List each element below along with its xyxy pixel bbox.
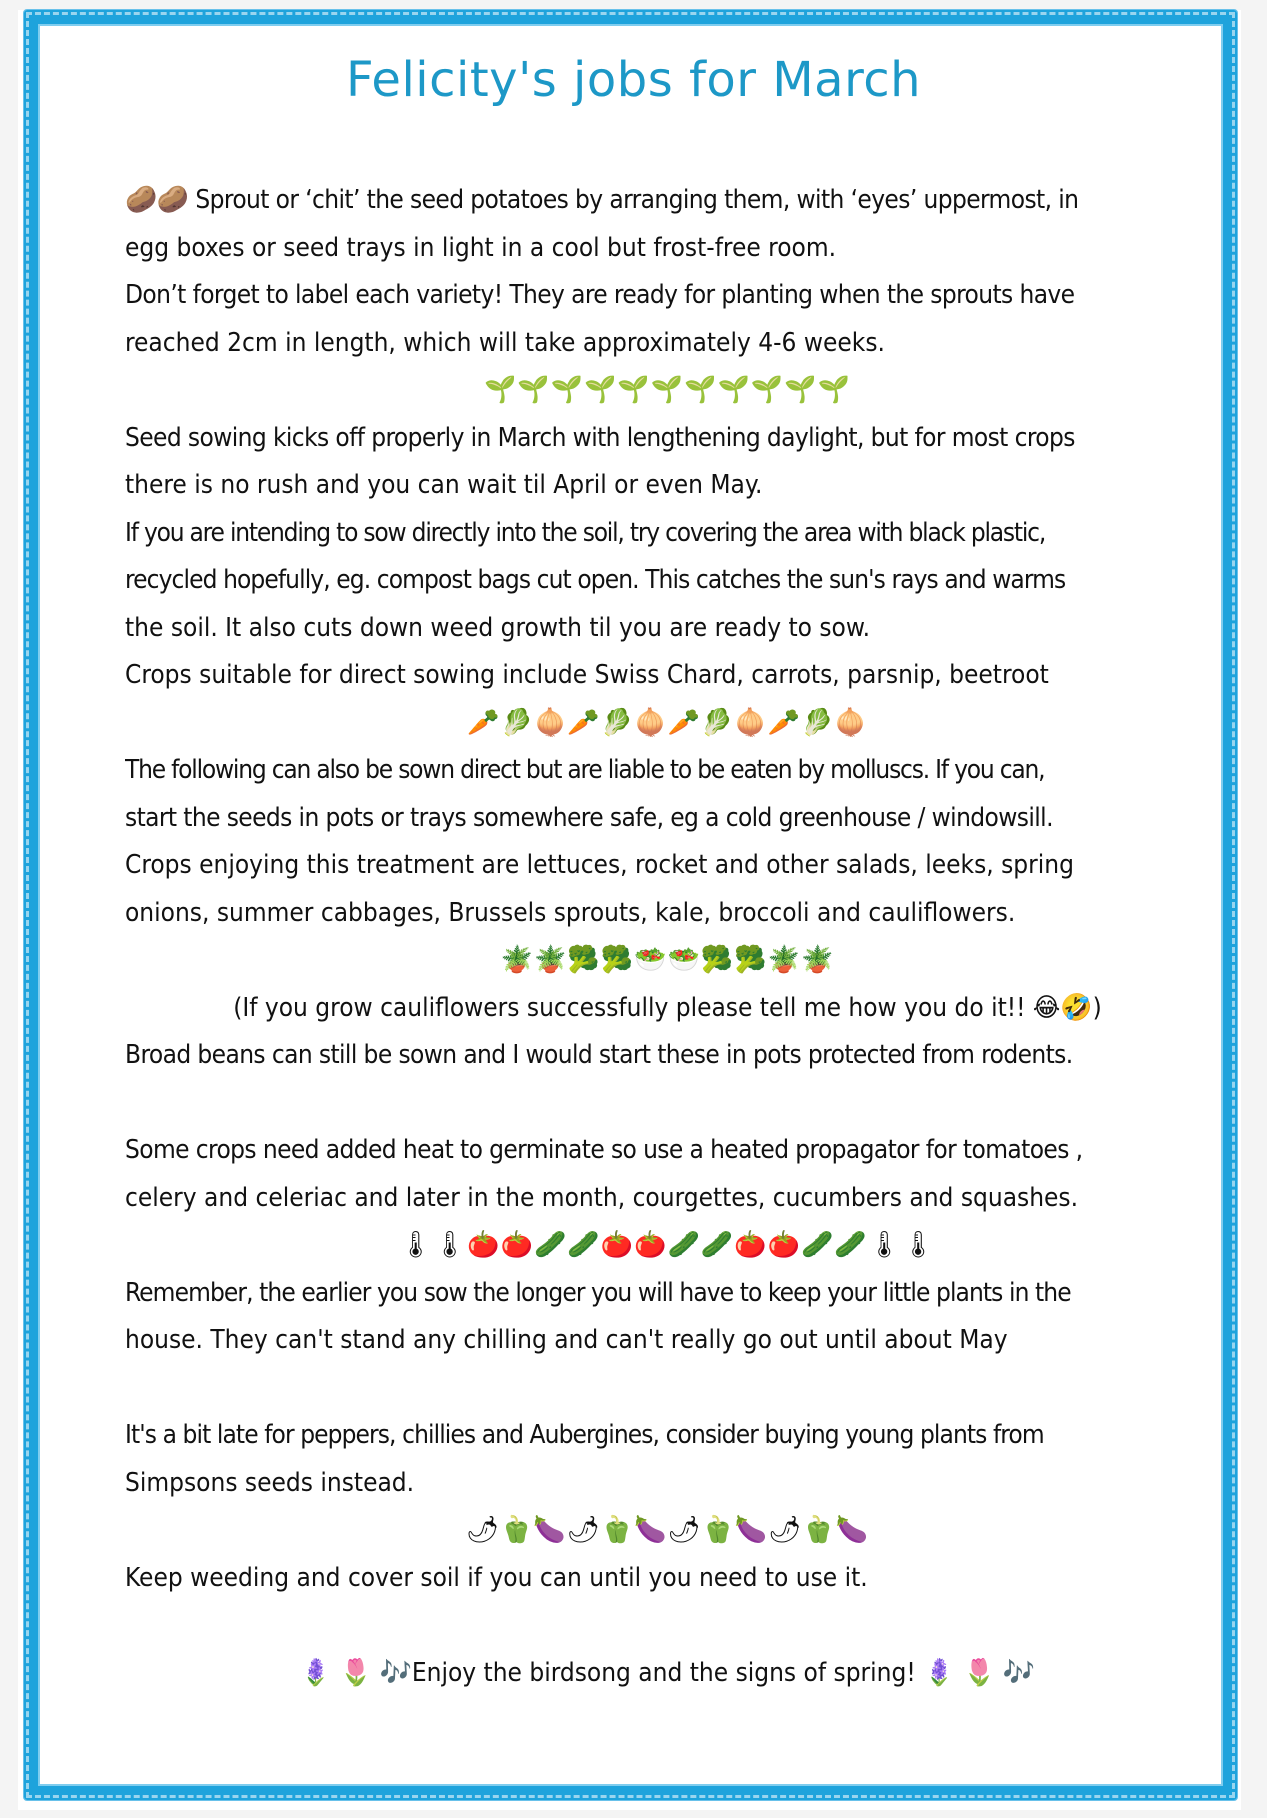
text-line: Keep weeding and cover soil if you can until you need to use it. [125, 1562, 868, 1593]
body-text [125, 177, 1210, 1697]
text-line: The following can also be sown direct but are liable to be eaten by molluscs. If you can, [125, 755, 1045, 785]
closing-line: 🪻 🌷 🎶Enjoy the birdsong and the signs of spring! 🪻 🌷 🎶 [299, 1657, 1036, 1688]
text-line: Simpsons seeds instead. [125, 1467, 415, 1498]
spacer [125, 1602, 1210, 1650]
tomato-emoji-row: 🌡🌡🍅🍅🥒🥒🍅🍅🥒🥒🍅🍅🥒🥒🌡🌡 [399, 1230, 936, 1260]
text-line: Crops enjoying this treatment are lettuces, rocket and other salads, leeks, spring [125, 850, 1074, 880]
spacer [125, 1080, 1210, 1128]
text-line: the soil. It also cuts down weed growth til you are ready to sow. [125, 612, 871, 643]
pepper-emoji-row: 🌶🫑🍆🌶🫑🍆🌶🫑🍆🌶🫑🍆 [465, 1515, 869, 1545]
text-line: onions, summer cabbages, Brussels sprouts, kale, broccoli and cauliflowers. [125, 897, 1016, 928]
text-line: egg boxes or seed trays in light in a cool but frost-free room. [125, 232, 837, 263]
text-line: 🥔🥔 Sprout or ‘chit’ the seed potatoes by arranging them, with ‘eyes’ uppermost, in [125, 185, 1079, 215]
text-line: recycled hopefully, eg. compost bags cut open. This catches the sun's rays and warms [125, 565, 1066, 595]
text-line: Some crops need added heat to germinate so use a heated propagator for tomatoes , [125, 1135, 1083, 1165]
text-line: house. They can't stand any chilling and can't really go out until about May [125, 1325, 1008, 1355]
seedling-emoji-row: 🌱🌱🌱🌱🌱🌱🌱🌱🌱🌱🌱 [483, 375, 852, 405]
vegetable-emoji-row: 🥕🥬🧅🥕🥬🧅🥕🥬🧅🥕🥬🧅 [467, 707, 868, 738]
text-line: Remember, the earlier you sow the longer you will have to keep your little plants in the [125, 1277, 1071, 1308]
text-line: Seed sowing kicks off properly in March with lengthening daylight, but for most crops [125, 422, 1075, 453]
text-line: It's a bit late for peppers, chillies and Aubergines, consider buying young plants from [125, 1420, 1044, 1450]
text-line: (If you grow cauliflowers successfully please tell me how you do it!! 😂🤣) [233, 992, 1102, 1023]
text-line: Broad beans can still be sown and I would start these in pots protected from rodents. [125, 1040, 1073, 1070]
text-line: start the seeds in pots or trays somewhere safe, eg a cold greenhouse / windowsill. [125, 802, 1053, 833]
text-line: there is no rush and you can wait til April or even May. [125, 470, 763, 500]
text-line: reached 2cm in length, which will take approximately 4-6 weeks. [125, 327, 885, 358]
page-title: Felicity's jobs for March [345, 52, 922, 108]
text-line: celery and celeriac and later in the month, courgettes, cucumbers and squashes. [125, 1182, 1079, 1213]
spacer [125, 1365, 1210, 1413]
plant-emoji-row: 🪴🪴🥦🥦🥗🥗🥦🥦🪴🪴 [500, 945, 835, 975]
text-line: Crops suitable for direct sowing include Swiss Chard, carrots, parsnip, beetroot [125, 660, 1049, 690]
text-line: Don’t forget to label each variety! They are ready for planting when the sprouts have [125, 280, 1075, 310]
text-line: If you are intending to sow directly into the soil, try covering the area with black plastic, [125, 517, 1046, 548]
